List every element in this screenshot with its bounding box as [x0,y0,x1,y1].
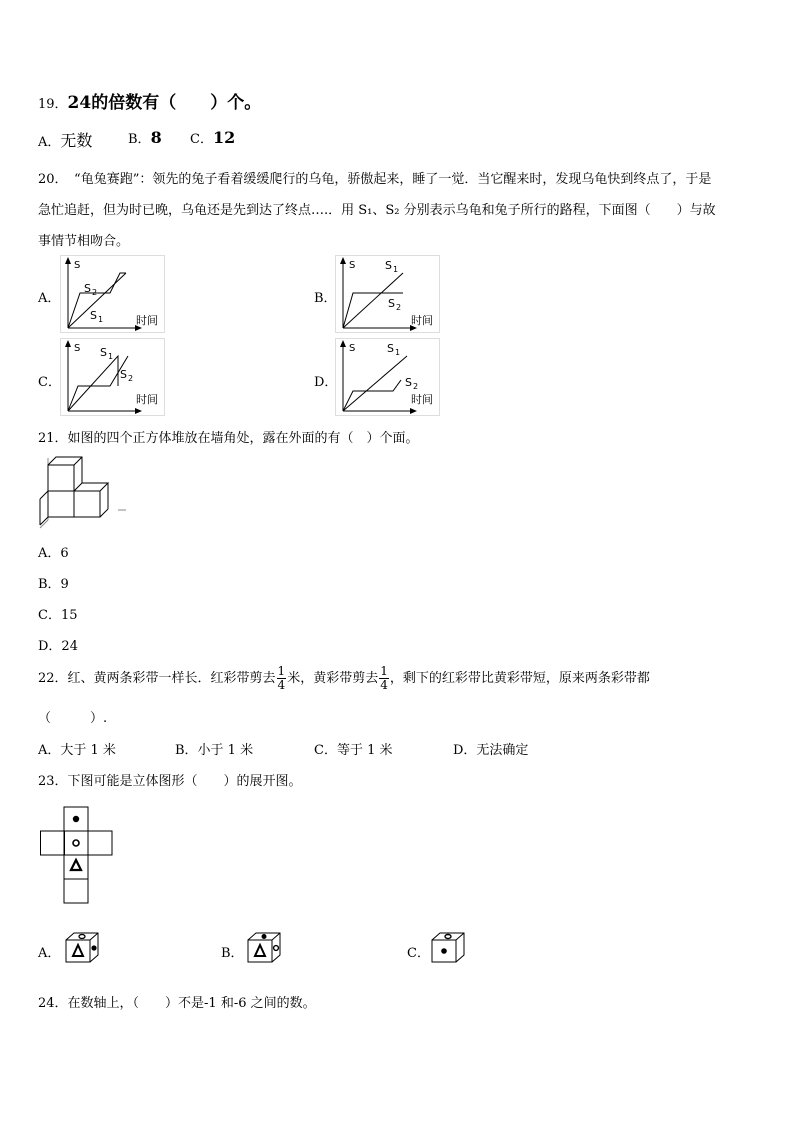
hollow-circle-icon [445,935,451,939]
net-face-center [64,831,88,855]
x-axis-arrow [135,408,142,414]
q21-option-b[interactable]: B．9 [38,577,69,592]
option-label: C． [190,132,213,147]
q23-option-b-cube[interactable] [246,930,286,964]
graph-d[interactable] [335,338,440,416]
cube-net-figure [40,805,116,905]
q19-option-c[interactable] [190,128,235,147]
time-axis-label: 时间 [136,314,158,327]
question-number: 19． [38,97,68,112]
s1-line [68,273,126,328]
q22-text-mid: 米，黄彩带剪去 [287,671,379,686]
s2-label: S [388,297,395,310]
s2-subscript: 2 [92,288,98,297]
cube-top-edge [74,457,82,465]
fraction-denominator: 4 [277,678,286,692]
s2-line [343,380,401,411]
s1-line [343,356,407,411]
solid-dot-icon [73,816,79,822]
q23-option-c-label[interactable]: C． [407,946,430,961]
s2-label: S [405,376,412,389]
s2-label: S [120,368,127,381]
s1-label: S [100,346,107,359]
fraction-numerator: 1 [277,664,286,678]
s1-line [68,356,118,411]
q22-option-c[interactable]: C．等于 1 米 [314,743,393,758]
q22-line-1 [38,662,650,696]
q20-option-a-label[interactable]: A． [38,291,61,306]
triangle-icon [73,945,83,956]
s1-subscript: 1 [98,315,104,324]
q21-option-d[interactable]: D．24 [38,639,78,654]
time-axis-label: 时间 [136,393,158,406]
q23-option-b-label[interactable]: B． [221,946,244,961]
q20-option-b-label[interactable]: B． [314,291,337,306]
graph-b[interactable] [335,255,440,333]
net-face-right [88,831,112,855]
q21-option-c[interactable]: C．15 [38,608,78,623]
fraction-denominator: 4 [380,678,388,692]
cube-bottom-middle-edge [100,509,108,517]
s1-label: S [90,309,97,322]
q20-line-2: 急忙追赶，但为时已晚，乌龟还是先到达了终点….．用 S₁、S₂ 分别表示乌龟和兔子所行的路程，下面图（ ）与故 [38,203,716,218]
net-face-left [41,831,65,855]
cube-edge [90,933,98,940]
s2-subscript: 2 [128,374,134,383]
option-text: 12 [212,128,236,147]
question-text: 24的倍数有（ ）个。 [67,93,262,113]
fraction-one-quarter [379,665,389,692]
q19-option-a[interactable] [38,128,92,151]
y-axis-arrow [65,340,71,347]
solid-dot-icon [91,945,96,950]
q19-option-b[interactable] [128,128,162,147]
q22-line-2: （ ）. [38,711,108,726]
cube-bottom-middle-top [82,483,108,491]
q24-text: 24．在数轴上，（ ）不是-1 和-6 之间的数。 [38,996,316,1011]
cube-edge [272,933,280,940]
y-axis-arrow [340,257,346,264]
s-axis-label: S [349,260,356,271]
hollow-circle-icon [79,935,85,939]
q22-text-post: ，剩下的红彩带比黄彩带短，原来两条彩带都 [389,671,650,686]
q20-option-d-label[interactable]: D． [314,375,338,390]
q22-text-pre: 22．红、黄两条彩带一样长．红彩带剪去 [38,671,276,686]
time-axis-label: 时间 [411,314,433,327]
q20-option-c-label[interactable]: C． [38,375,61,390]
solid-dot-icon [262,934,267,939]
option-label: B． [128,132,151,147]
q21-text: 21．如图的四个正方体堆放在墙角处，露在外面的有（ ）个面。 [38,431,419,446]
s1-subscript: 1 [108,352,114,361]
q22-option-a[interactable]: A．大于 1 米 [38,743,116,758]
s1-subscript: 1 [395,348,401,357]
s1-label: S [385,259,392,272]
q23-option-c-cube[interactable] [430,930,470,964]
question-19 [38,88,261,113]
s2-line [68,356,128,411]
fraction-one-quarter [277,665,287,692]
q20-line-3: 事情节相吻合。 [38,234,130,249]
x-axis-arrow [410,408,417,414]
s2-subscript: 2 [396,303,402,312]
triangle-icon [255,945,265,956]
y-axis-arrow [65,257,71,264]
triangle-icon [71,860,81,870]
solid-dot-icon [441,948,447,954]
s1-label: S [387,342,394,355]
stacked-cubes-figure [38,450,128,530]
option-label: A． [38,135,61,150]
s1-subscript: 1 [393,265,399,274]
hollow-circle-icon [274,946,279,951]
q22-option-d[interactable]: D．无法确定 [453,743,529,758]
time-axis-label: 时间 [411,393,433,406]
s-axis-label: S [349,343,356,354]
y-axis-arrow [340,340,346,347]
cube-bottom-left-front [48,491,74,517]
cube-bottom-middle-front [74,491,100,517]
s2-subscript: 2 [413,382,419,391]
graph-a[interactable] [60,255,165,333]
graph-c[interactable] [60,338,165,416]
net-face-bottom [64,879,88,903]
fraction-numerator: 1 [380,664,388,678]
s-axis-label: S [74,260,81,271]
q22-option-b[interactable]: B．小于 1 米 [175,743,254,758]
q21-option-a[interactable]: A．6 [38,546,69,561]
q23-option-a-cube[interactable] [64,930,104,964]
s-axis-label: S [74,343,81,354]
q23-text: 23．下图可能是立体图形（ ）的展开图。 [38,774,302,789]
s2-label: S [84,282,91,295]
q23-option-a-label[interactable]: A． [38,946,61,961]
option-text: 8 [150,128,162,147]
cube-left-edge [40,491,48,499]
hollow-circle-icon [73,840,79,846]
cube-top-front [48,465,74,491]
option-text: 无数 [60,131,93,150]
q20-line-1: 20． “龟兔赛跑”：领先的兔子看着缓缓爬行的乌龟，骄傲起来，睡了一觉．当它醒来时，发现乌龟快到终点了，于是 [38,172,712,187]
cube-edge [456,933,464,940]
